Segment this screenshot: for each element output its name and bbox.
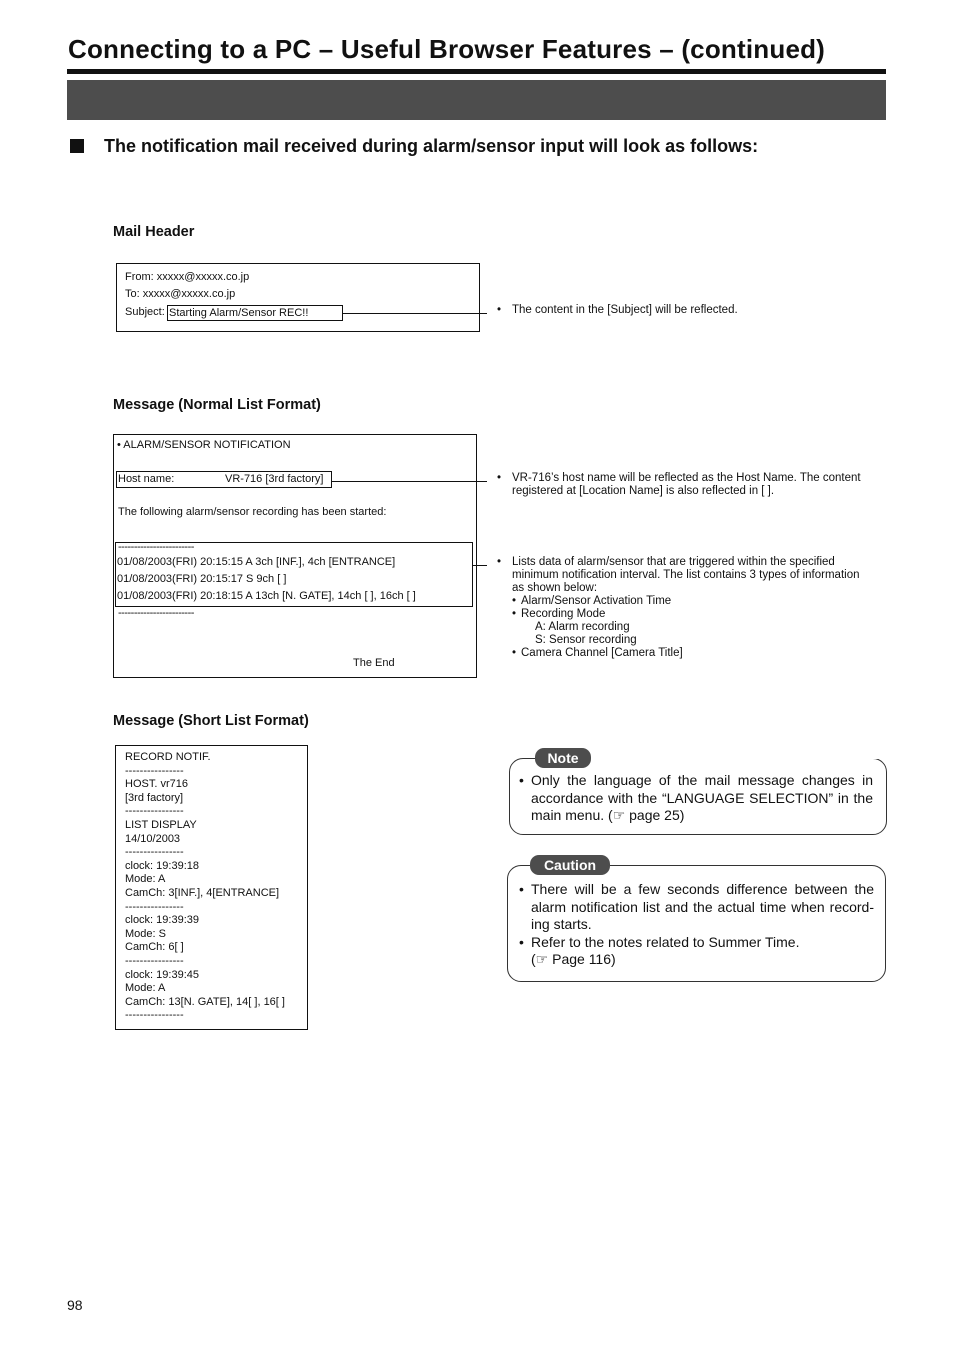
note-box-gap — [590, 758, 886, 759]
entries-leader-line — [473, 565, 487, 566]
square-bullet-icon — [70, 139, 84, 153]
short-line: Mode: A — [125, 982, 166, 995]
short-line: CamCh: 3[INF.], 4[ENTRANCE] — [125, 886, 280, 899]
notif-title: • ALARM/SENSOR NOTIFICATION — [117, 439, 291, 451]
host-name-value: VR-716 [3rd factory] — [225, 473, 324, 485]
short-line: CamCh: 13[N. GATE], 14[ ], 16[ ] — [125, 995, 285, 1008]
started-text: The following alarm/sensor recording has been started: — [118, 506, 387, 518]
short-line: ---------------- — [125, 900, 184, 913]
short-line: ---------------- — [125, 805, 184, 818]
host-note: • VR-716’s host name will be reflected as the Host Name. The content registered at [Location Name] is also reflected in [ ]. — [497, 472, 861, 497]
short-line: CamCh: 6[ ] — [125, 941, 184, 954]
host-leader-line — [332, 481, 487, 482]
list-sub-item: • Alarm/Sensor Activation Time — [512, 595, 672, 607]
short-line: Mode: S — [125, 927, 166, 940]
caution-item-1: • There will be a few seconds difference between the alarm notification list and the actual time when record- ing starts. — [519, 881, 874, 932]
caution-text — [519, 881, 874, 969]
note-text: • Only the language of the mail message changes in accordance with the “LANGUAGE SELECTION” in the main menu. (☞ page 25) — [519, 772, 873, 823]
short-line: 14/10/2003 — [125, 832, 181, 845]
short-line: clock: 19:39:39 — [125, 914, 199, 927]
short-line: ---------------- — [125, 954, 184, 967]
page-number: 98 — [67, 1297, 83, 1313]
host-name-label: Host name: — [118, 473, 175, 485]
short-line: clock: 19:39:18 — [125, 859, 199, 872]
caution-item-2: • Refer to the notes related to Summer Time. (☞ Page 116) — [519, 933, 800, 967]
short-line: ---------------- — [125, 1009, 184, 1022]
page-title: Connecting to a PC – Useful Browser Features – (continued) — [68, 34, 826, 64]
entry-1: 01/08/2003(FRI) 20:15:15 A 3ch [INF.], 4ch [ENTRANCE] — [117, 556, 396, 568]
mail-subject-label: Subject: — [125, 306, 165, 318]
short-line: ---------------- — [125, 764, 184, 777]
mail-subject-value: Starting Alarm/Sensor REC!! — [167, 305, 343, 321]
short-line: HOST. vr716 — [125, 778, 188, 791]
subject-note: • The content in the [Subject] will be reflected. — [497, 304, 738, 316]
title-rule — [67, 69, 886, 74]
short-line: Mode: A — [125, 873, 166, 886]
short-line: LIST DISPLAY — [125, 818, 197, 831]
short-list-lines — [125, 751, 285, 1023]
section-heading: The notification mail received during alarm/sensor input will look as follows: — [104, 136, 759, 156]
subject-leader-line — [343, 313, 487, 314]
note-badge: Note — [535, 748, 591, 768]
section-bar — [67, 80, 886, 120]
end-text: The End — [353, 657, 395, 669]
entry-3: 01/08/2003(FRI) 20:18:15 A 13ch [N. GATE], 14ch [ ], 16ch [ ] — [117, 590, 416, 602]
short-list-label: Message (Short List Format) — [113, 713, 309, 729]
short-line: ---------------- — [125, 846, 184, 859]
dash-line-top: ------------------------ — [118, 541, 194, 553]
mail-to: To: xxxxx@xxxxx.co.jp — [125, 288, 236, 300]
list-note: • Lists data of alarm/sensor that are triggered within the specified minimum notification interval. The list contains 3 types of information as shown below: • Alarm/Sensor Activation Time • Recording Mode A: Alarm recording S: Sensor recording • Camera Channel [Camera Title] — [497, 556, 860, 659]
mail-from: From: xxxxx@xxxxx.co.jp — [125, 271, 250, 283]
short-line: RECORD NOTIF. — [125, 751, 211, 763]
mode-line: A: Alarm recording — [535, 621, 630, 633]
short-line: [3rd factory] — [125, 791, 184, 804]
list-sub-item: • Camera Channel [Camera Title] — [512, 647, 683, 659]
mode-line: S: Sensor recording — [535, 634, 637, 646]
caution-badge: Caution — [530, 855, 610, 875]
short-line: clock: 19:39:45 — [125, 968, 199, 981]
normal-list-label: Message (Normal List Format) — [113, 397, 321, 413]
entry-2: 01/08/2003(FRI) 20:15:17 S 9ch [ ] — [117, 573, 287, 585]
mail-header-label: Mail Header — [113, 224, 195, 240]
dash-line-bottom: ------------------------ — [118, 607, 194, 619]
list-sub-item: • Recording Mode — [512, 608, 606, 620]
